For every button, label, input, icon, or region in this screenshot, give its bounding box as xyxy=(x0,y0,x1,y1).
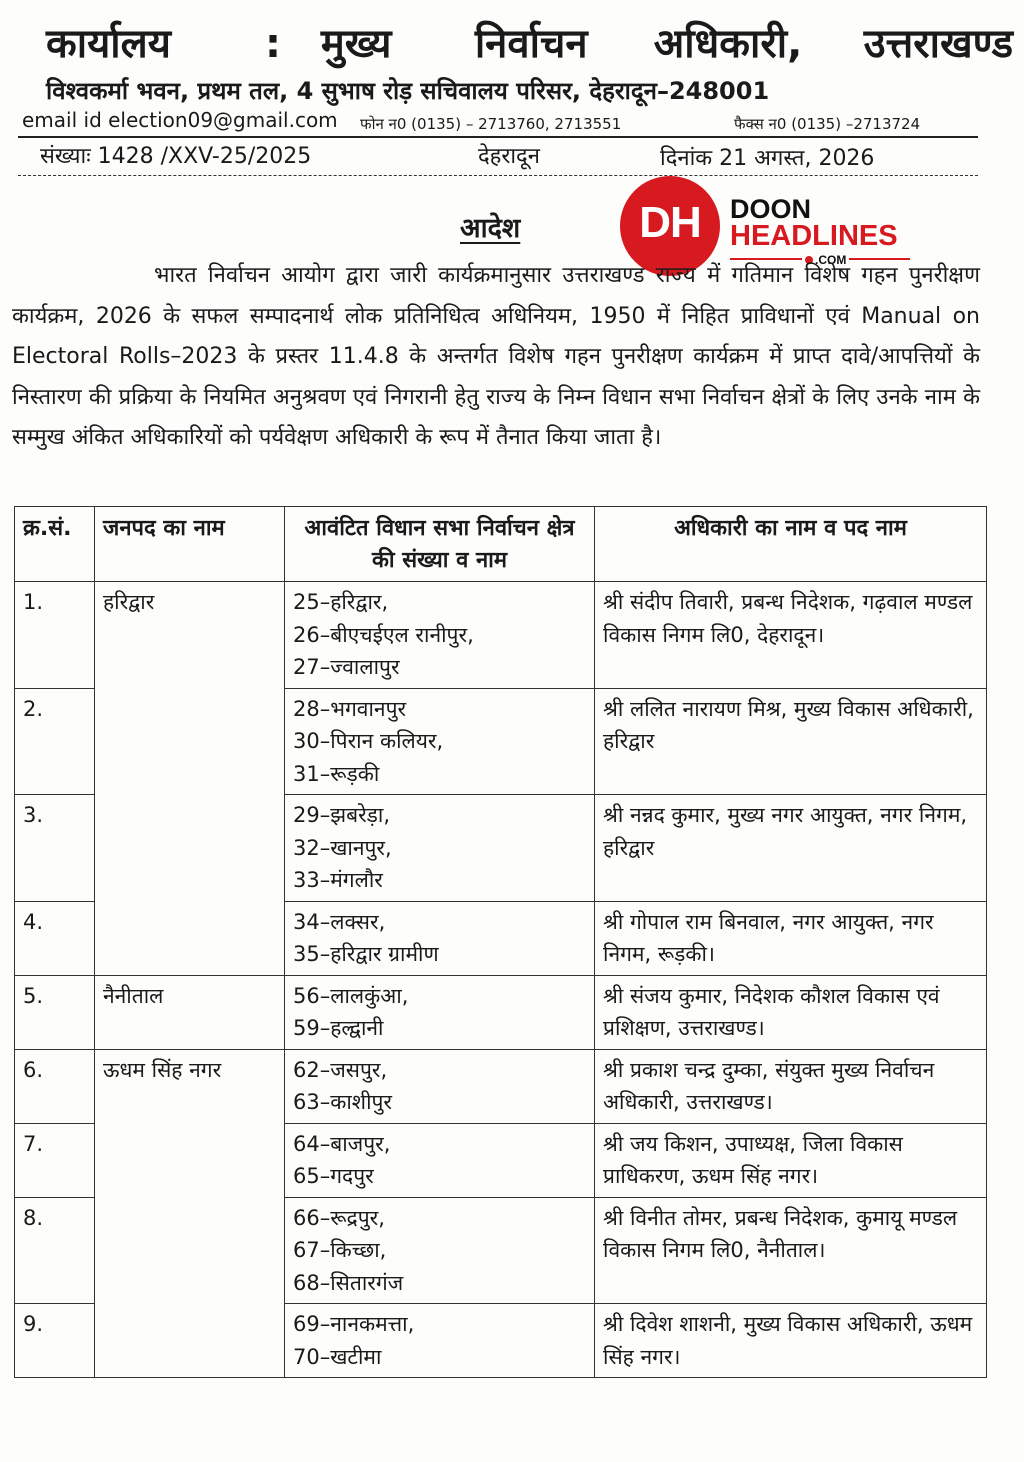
order-title: आदेश xyxy=(460,213,521,244)
constituency-item: 31–रूड़की xyxy=(293,761,380,786)
constituency-item: 27–ज्वालापुर xyxy=(293,655,400,679)
officer-cell: श्री ललित नारायण मिश्र, मुख्य विकास अधिकारी, हरिद्वार xyxy=(595,688,987,795)
officer-cell: श्री संजय कुमार, निदेशक कौशल विकास एवं प्रशिक्षण, उत्तराखण्ड। xyxy=(595,975,987,1049)
constituency-item: 70–खटीमा xyxy=(293,1344,382,1369)
constituency-item: 32–खानपुर, xyxy=(293,835,392,860)
table-row xyxy=(15,975,987,1049)
constituency-item: 66–रूद्रपुर, xyxy=(293,1205,385,1230)
phone-text: फोन न0 (0135) – 2713760, 2713551 xyxy=(360,115,622,133)
constituency-item: 59–हल्द्वानी xyxy=(293,1016,384,1040)
constituency-item: 68–सितारगंज xyxy=(293,1270,404,1295)
logo-line2: HEADLINES xyxy=(730,220,898,252)
office-name-part: उत्तराखण्ड xyxy=(863,21,1014,67)
officer-cell: श्री गोपाल राम बिनवाल, नगर आयुक्त, नगर निगम, रूड़की। xyxy=(595,901,987,975)
officer-cell: श्री विनीत तोमर, प्रबन्ध निदेशक, कुमायू मण्डल विकास निगम लि0, नैनीताल। xyxy=(595,1197,987,1304)
constituency-cell xyxy=(285,795,595,902)
reference-date: दिनांक 21 अगस्त, 2026 xyxy=(660,146,875,171)
constituency-cell xyxy=(285,1304,595,1378)
constituency-item: 30–पिरान कलियर, xyxy=(293,729,444,753)
constituency-cell xyxy=(285,975,595,1049)
logo-domain-text: .COM xyxy=(815,253,847,267)
constituency-item: 64–बाजपुर, xyxy=(293,1131,391,1156)
serial-cell: 1. xyxy=(15,582,95,689)
serial-cell: 7. xyxy=(15,1123,95,1197)
allocation-table xyxy=(14,506,987,1378)
constituency-item: 56–लालकुंआ, xyxy=(293,983,409,1008)
office-address: विश्वकर्मा भवन, प्रथम तल, 4 सुभाष रोड़ सचिवालय परिसर, देहरादून–248001 xyxy=(46,77,770,105)
constituency-item: 63–काशीपुर xyxy=(293,1090,393,1114)
header-serial: क्र.सं. xyxy=(15,507,95,582)
officer-cell: श्री प्रकाश चन्द्र दुम्का, संयुक्त मुख्य निर्वाचन अधिकारी, उत्तराखण्ड। xyxy=(595,1049,987,1123)
constituency-cell xyxy=(285,901,595,975)
table-header-row xyxy=(15,507,987,582)
office-name-part: मुख्य xyxy=(320,21,392,67)
header-officer: अधिकारी का नाम व पद नाम xyxy=(595,507,987,582)
office-name-part: अधिकारी, xyxy=(653,21,803,67)
constituency-item: 29–झबरेड़ा, xyxy=(293,803,391,827)
constituency-cell xyxy=(285,582,595,689)
constituency-item: 67–किच्छा, xyxy=(293,1238,387,1262)
serial-cell: 2. xyxy=(15,688,95,795)
fax-text: फैक्स न0 (0135) –2713724 xyxy=(734,115,921,133)
serial-cell: 6. xyxy=(15,1049,95,1123)
serial-cell: 3. xyxy=(15,795,95,902)
district-cell: हरिद्वार xyxy=(95,582,285,976)
table-row xyxy=(15,582,987,689)
office-name-part: निर्वाचन xyxy=(474,21,588,67)
logo-monogram: DH xyxy=(639,198,701,247)
office-header xyxy=(46,14,1013,69)
officer-cell: श्री नन्नद कुमार, मुख्य नगर आयुक्त, नगर निगम, हरिद्वार xyxy=(595,795,987,902)
constituency-item: 26–बीएचईएल रानीपुर, xyxy=(293,622,474,647)
constituency-cell xyxy=(285,1049,595,1123)
header-colon: : xyxy=(264,21,281,67)
serial-cell: 5. xyxy=(15,975,95,1049)
logo-line1: DOON xyxy=(730,194,811,224)
contact-line xyxy=(0,108,1024,136)
order-body: भारत निर्वाचन आयोग द्वारा जारी कार्यक्रमानुसार उत्तराखण्ड राज्य में गतिमान विशेष गहन पुनरीक्षण कार्यक्रम, 2026 के सफल सम्पादनार्थ लोक प्रतिनिधित्व अधिनियम, 1950 में निहित प्राविधानों एवं Manual on Electoral Rolls–2023 के प्रस्तर 11.4.8 के अन्तर्गत विशेष गहन पुनरीक्षण कार्यक्रम में प्राप्त दावे/आपत्तियों के निस्तारण की प्रक्रिया के नियमित अनुश्रवण एवं निगरानी हेतु राज्य के निम्न विधान सभा निर्वाचन क्षेत्रों के लिए उनके नाम के सम्मुख अंकित अधिकारियों को पर्यवेक्षण अधिकारी के रूप में तैनात किया जाता है। xyxy=(12,263,980,450)
email-text: email id election09@gmail.com xyxy=(22,108,338,132)
constituency-item: 62–जसपुर, xyxy=(293,1057,388,1082)
constituency-cell xyxy=(285,1123,595,1197)
header-district: जनपद का नाम xyxy=(95,507,285,582)
reference-number: संख्याः 1428 /XXV-25/2025 xyxy=(40,144,312,169)
serial-cell: 8. xyxy=(15,1197,95,1304)
office-label: कार्यालय xyxy=(46,21,171,67)
header-constituency: आवंटित विधान सभा निर्वाचन क्षेत्र की संख्या व नाम xyxy=(285,507,595,582)
table-row xyxy=(15,1049,987,1123)
constituency-item: 25–हरिद्वार, xyxy=(293,590,389,614)
constituency-item: 35–हरिद्वार ग्रामीण xyxy=(293,942,439,966)
officer-cell: श्री जय किशन, उपाध्यक्ष, जिला विकास प्राधिकरण, ऊधम सिंह नगर। xyxy=(595,1123,987,1197)
constituency-item: 33–मंगलौर xyxy=(293,868,383,892)
officer-cell: श्री संदीप तिवारी, प्रबन्ध निदेशक, गढ़वाल मण्डल विकास निगम लि0, देहरादून। xyxy=(595,582,987,689)
district-cell: नैनीताल xyxy=(95,975,285,1049)
reference-line xyxy=(0,138,1024,174)
reference-place: देहरादून xyxy=(478,144,540,169)
serial-cell: 4. xyxy=(15,901,95,975)
constituency-cell xyxy=(285,1197,595,1304)
district-cell: ऊधम सिंह नगर xyxy=(95,1049,285,1378)
constituency-item: 69–नानकमत्ता, xyxy=(293,1312,415,1336)
constituency-item: 28–भगवानपुर xyxy=(293,696,407,721)
officer-cell: श्री दिवेश शाशनी, मुख्य विकास अधिकारी, ऊधम सिंह नगर। xyxy=(595,1304,987,1378)
constituency-item: 34–लक्सर, xyxy=(293,909,386,934)
serial-cell: 9. xyxy=(15,1304,95,1378)
constituency-cell xyxy=(285,688,595,795)
constituency-item: 65–गदपुर xyxy=(293,1164,374,1188)
